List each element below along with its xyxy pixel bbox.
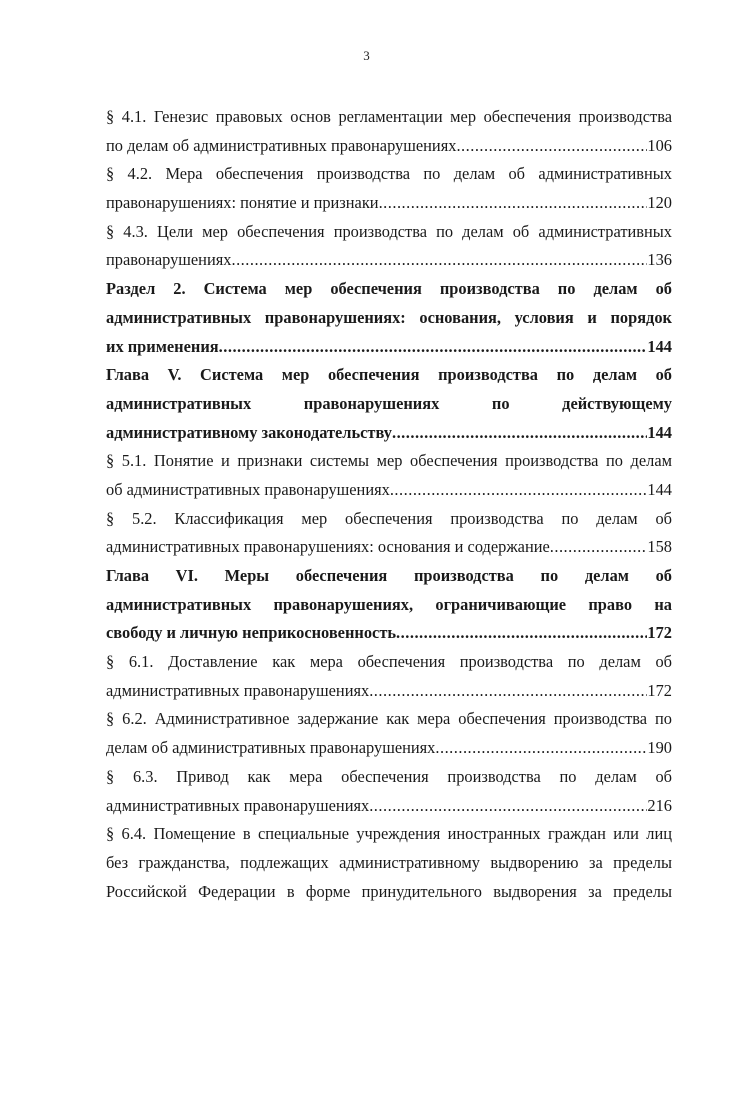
toc-entry-title-end: административных правонарушениях (106, 680, 370, 700)
dot-leader (219, 333, 648, 362)
toc-entry-line: без гражданства, подлежащих административному выдворению за пределы (106, 852, 672, 872)
dot-leader (231, 246, 647, 275)
toc-entry-last-line (106, 419, 672, 448)
toc-entry-s5-1 (106, 447, 672, 504)
toc-entry-razdel-2 (106, 275, 672, 361)
toc-page-number: 144 (647, 422, 672, 442)
toc-page-number: 172 (647, 680, 672, 700)
toc-entry-line: Российской Федерации в форме принудительного выдворения за пределы (106, 881, 672, 901)
toc-entry-line: § 6.2. Административное задержание как мера обеспечения производства по (106, 709, 672, 729)
dot-leader (392, 419, 647, 448)
toc-page-number: 172 (647, 623, 672, 643)
toc-entry-last-line (106, 333, 672, 362)
page-number: 3 (363, 48, 370, 63)
toc-entry-glava-5 (106, 361, 672, 447)
dot-leader (396, 619, 647, 648)
toc-entry-title-end: их применения (106, 336, 219, 356)
toc-entry-s4-1 (106, 103, 672, 160)
toc-entry-line: административных правонарушениях по действующему (106, 393, 672, 413)
toc-entry-last-line (106, 734, 672, 763)
toc-entry-line: административных правонарушениях: основания, условия и порядок (106, 307, 672, 327)
toc-entry-last-line (106, 619, 672, 648)
toc-entry-line: Глава V. Система мер обеспечения производства по делам об (106, 365, 672, 385)
toc-entry-title-end: административному законодательству (106, 422, 392, 442)
toc-entry-line: административных правонарушениях, ограничивающие право на (106, 594, 672, 614)
toc-entry-line: § 4.3. Цели мер обеспечения производства по делам об административных (106, 221, 672, 241)
toc-entry-last-line (106, 792, 672, 821)
toc-entry-title-end: делам об административных правонарушениях (106, 738, 436, 758)
toc-page-number: 216 (647, 795, 672, 815)
toc-entry-glava-6 (106, 562, 672, 648)
toc-entry-title-end: административных правонарушениях: основания и содержание (106, 537, 550, 557)
dot-leader (435, 734, 647, 763)
toc-entry-s5-2 (106, 505, 672, 562)
toc-entry-s4-3 (106, 218, 672, 275)
dot-leader (390, 476, 648, 505)
toc-page-number: 158 (647, 537, 672, 557)
toc-entry-title-end: свободу и личную неприкосновенность (106, 623, 397, 643)
table-of-contents (106, 103, 672, 906)
dot-leader (456, 132, 647, 161)
toc-entry-last-line (106, 476, 672, 505)
dot-leader (369, 792, 647, 821)
toc-page-number: 120 (647, 193, 672, 213)
toc-entry-title-end: административных правонарушениях (106, 795, 370, 815)
toc-entry-title-end: правонарушениях (106, 250, 232, 270)
toc-entry-last-line (106, 246, 672, 275)
toc-entry-s6-1 (106, 648, 672, 705)
toc-entry-title-end: об административных правонарушениях (106, 479, 390, 499)
toc-entry-line: § 5.1. Понятие и признаки системы мер обеспечения производства по делам (106, 451, 672, 471)
toc-page-number: 190 (647, 738, 672, 758)
toc-entry-line: § 4.1. Генезис правовых основ регламентации мер обеспечения производства (106, 107, 672, 126)
toc-entry-s6-4 (106, 820, 672, 906)
toc-page-number: 144 (647, 479, 672, 499)
dot-leader (550, 533, 648, 562)
toc-entry-line: § 5.2. Классификация мер обеспечения производства по делам об (106, 508, 672, 528)
toc-entry-s6-3 (106, 763, 672, 820)
toc-entry-line: § 6.4. Помещение в специальные учреждения иностранных граждан или лиц (106, 824, 672, 844)
toc-entry-line: Раздел 2. Система мер обеспечения производства по делам об (106, 279, 672, 299)
toc-page-number: 144 (647, 336, 672, 356)
toc-entry-last-line (106, 677, 672, 706)
toc-entry-line: § 4.2. Мера обеспечения производства по делам об административных (106, 164, 672, 184)
toc-entry-line: Глава VI. Меры обеспечения производства по делам об (106, 566, 672, 585)
toc-entry-title-end: по делам об административных правонарушениях (106, 135, 457, 155)
dot-leader (369, 677, 647, 706)
toc-entry-last-line (106, 533, 672, 562)
toc-entry-line: § 6.1. Доставление как мера обеспечения производства по делам об (106, 652, 672, 672)
toc-entry-last-line (106, 189, 672, 218)
toc-page-number: 106 (647, 135, 672, 155)
toc-entry-last-line (106, 132, 672, 161)
toc-entry-title-end: правонарушениях: понятие и признаки (106, 193, 379, 213)
dot-leader (379, 189, 648, 218)
toc-page-number: 136 (647, 250, 672, 270)
toc-entry-line: § 6.3. Привод как мера обеспечения производства по делам об (106, 766, 672, 786)
toc-entry-s4-2 (106, 160, 672, 217)
toc-entry-s6-2 (106, 705, 672, 762)
